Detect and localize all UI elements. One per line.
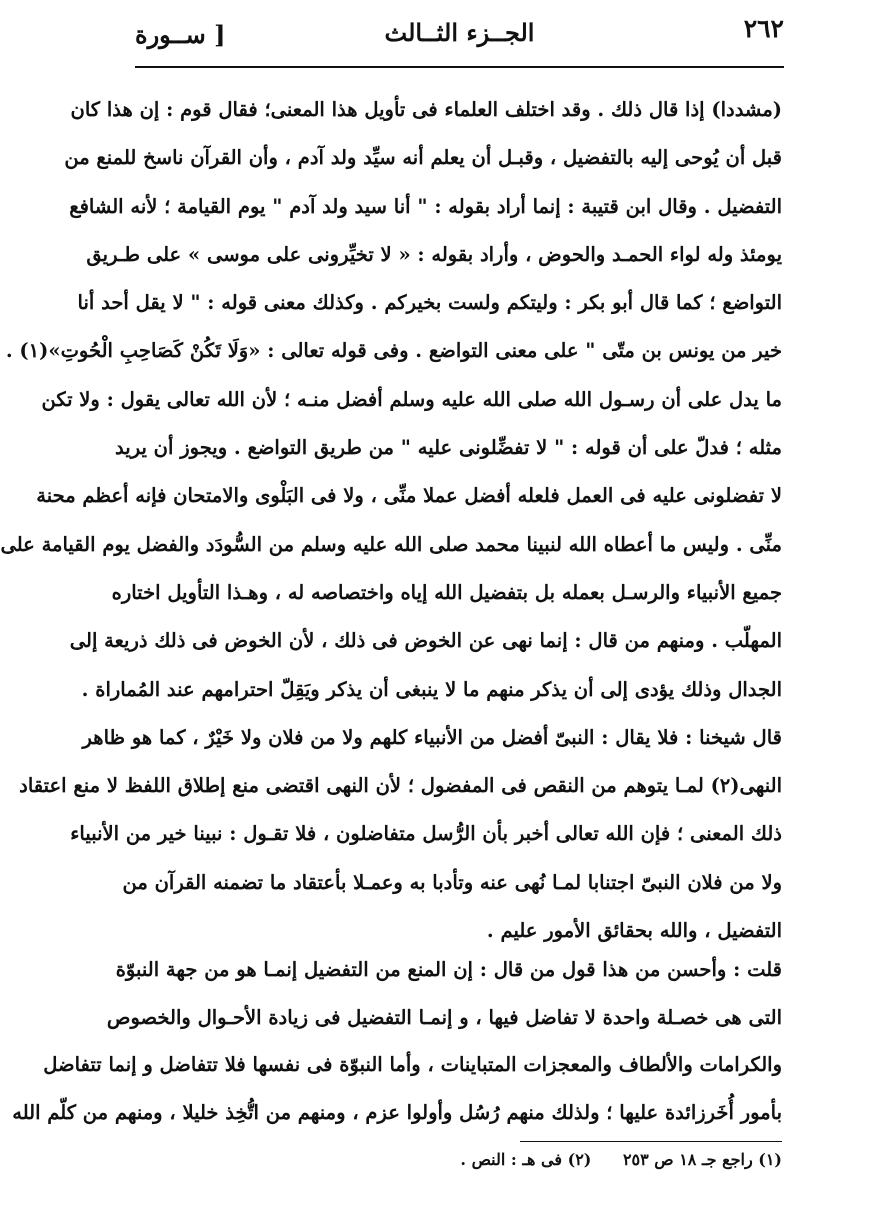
text-line: خير من يونس بن متّى " على معنى التواضع . وفى قوله تعالى : «وَلَا تَكُنْ كَصَاحِبِ الْحُوتِ»(١) . (5, 339, 782, 363)
text-line: التى هى خصـلة واحدة لا تفاضل فيها ، و إنمـا التفضيل فى زيادة الأحـوال والخصوص (106, 1005, 782, 1029)
footnote-2: (٢) فى هـ : النص . (460, 1150, 592, 1169)
text-line: المهلّب . ومنهم من قال : إنما نهى عن الخوض فى ذلك ، لأن الخوض فى ذلك ذريعة إلى (69, 629, 782, 653)
second-paragraph (12, 946, 782, 1136)
text-line: مثله ؛ فدلّ على أن قوله : " لا تفضِّلونى عليه " من طريق التواضع . ويجوز أن يريد (115, 436, 782, 460)
header-rule (135, 66, 784, 68)
text-line: التواضع ؛ كما قال أبو بكر : وليتكم ولست بخيركم . وكذلك معنى قوله : " لا يقل أحد أنا (77, 291, 782, 315)
text-line: يومئذ وله لواء الحمـد والحوض ، وأراد بقوله : « لا تخيِّرونى على موسى » على طـريق (86, 242, 782, 266)
text-line: جميع الأنبياء والرسـل بعمله بل بتفضيل الله إياه واختصاصه له ، وهـذا التأويل اختاره (111, 580, 782, 604)
surah-label: [ ســورة (135, 20, 226, 49)
footnote-1: (١) راجع جـ ١٨ ص ٢٥٣ (622, 1150, 782, 1169)
text-line: قلت : وأحسن من هذا قول من قال : إن المنع من التفضيل إنمـا هو من جهة النبوّة (115, 958, 782, 981)
text-line: الجدال وذلك يؤدى إلى أن يذكر منهم ما لا ينبغى أن يذكر ويَقِلّ احترامهم عند المُماراة . (81, 677, 782, 701)
running-header (135, 14, 784, 64)
text-line: بأمور أُخَرزائدة عليها ؛ ولذلك منهم رُسُل وأولوا عزم ، ومنهم من اتُّخِذ خليلا ، ومنهم من كلّم الله (12, 1100, 782, 1124)
text-line: ولا من فلان النبىّ اجتنابا لمـا نُهى عنه وتأدبا به وعمـلا بأعتقاد ما تضمنه القرآن من (122, 870, 782, 894)
text-line: قال شيخنا : فلا يقال : النبىّ أفضل من الأنبياء كلهم ولا من فلان ولا خَيْرٌ ، كما هو ظاهر (82, 725, 782, 749)
text-line: ذلك المعنى ؛ فإن الله تعالى أخبر بأن الرُّسل متفاضلون ، فلا تقـول : نبينا خير من الأنبياء (70, 822, 782, 846)
text-line: النهى(٢) لمـا يتوهم من النقص فى المفضول ؛ لأن النهى اقتضى منع إطلاق اللفظ لا منع اعتقاد (19, 774, 782, 798)
main-paragraph (0, 86, 782, 955)
footnote-rule (520, 1141, 782, 1142)
text-line: ما يدل على أن رسـول الله صلى الله عليه وسلم أفضل منـه ؛ لأن الله تعالى يقول : ولا تكن (41, 387, 782, 411)
footnotes (434, 1150, 782, 1169)
text-line: التفضيل . وقال ابن قتيبة : إنما أراد بقوله : " أنا سيد ولد آدم " يوم القيامة ؛ لأنه الشافع (69, 194, 782, 218)
text-line: (مشددا) إذا قال ذلك . وقد اختلف العلماء فى تأويل هذا المعنى؛ فقال قوم : إن هذا كان (70, 98, 782, 121)
text-line: والكرامات والألطاف والمعجزات المتباينات ، وأما النبوّة فى نفسها فلا تتفاضل و إنما تتفاضل (43, 1053, 782, 1076)
text-line: قبل أن يُوحى إليه بالتفضيل ، وقبـل أن يعلم أنه سيِّد ولد آدم ، وأن القرآن ناسخ للمنع من (64, 146, 782, 170)
text-line: لا تفضلونى عليه فى العمل فلعله أفضل عملا منِّى ، ولا فى البَلْوى والامتحان فإنه أعظم محنة (36, 484, 782, 508)
text-line: التفضيل ، والله بحقائق الأمور عليم . (486, 919, 782, 943)
part-title: الجــزء الثــالث (384, 18, 535, 47)
page-number: ٢٦٢ (743, 14, 784, 43)
text-line: منِّى . وليس ما أعطاه الله لنبينا محمد صلى الله عليه وسلم من السُّودَد والفضل يوم القيامة على (0, 532, 782, 556)
